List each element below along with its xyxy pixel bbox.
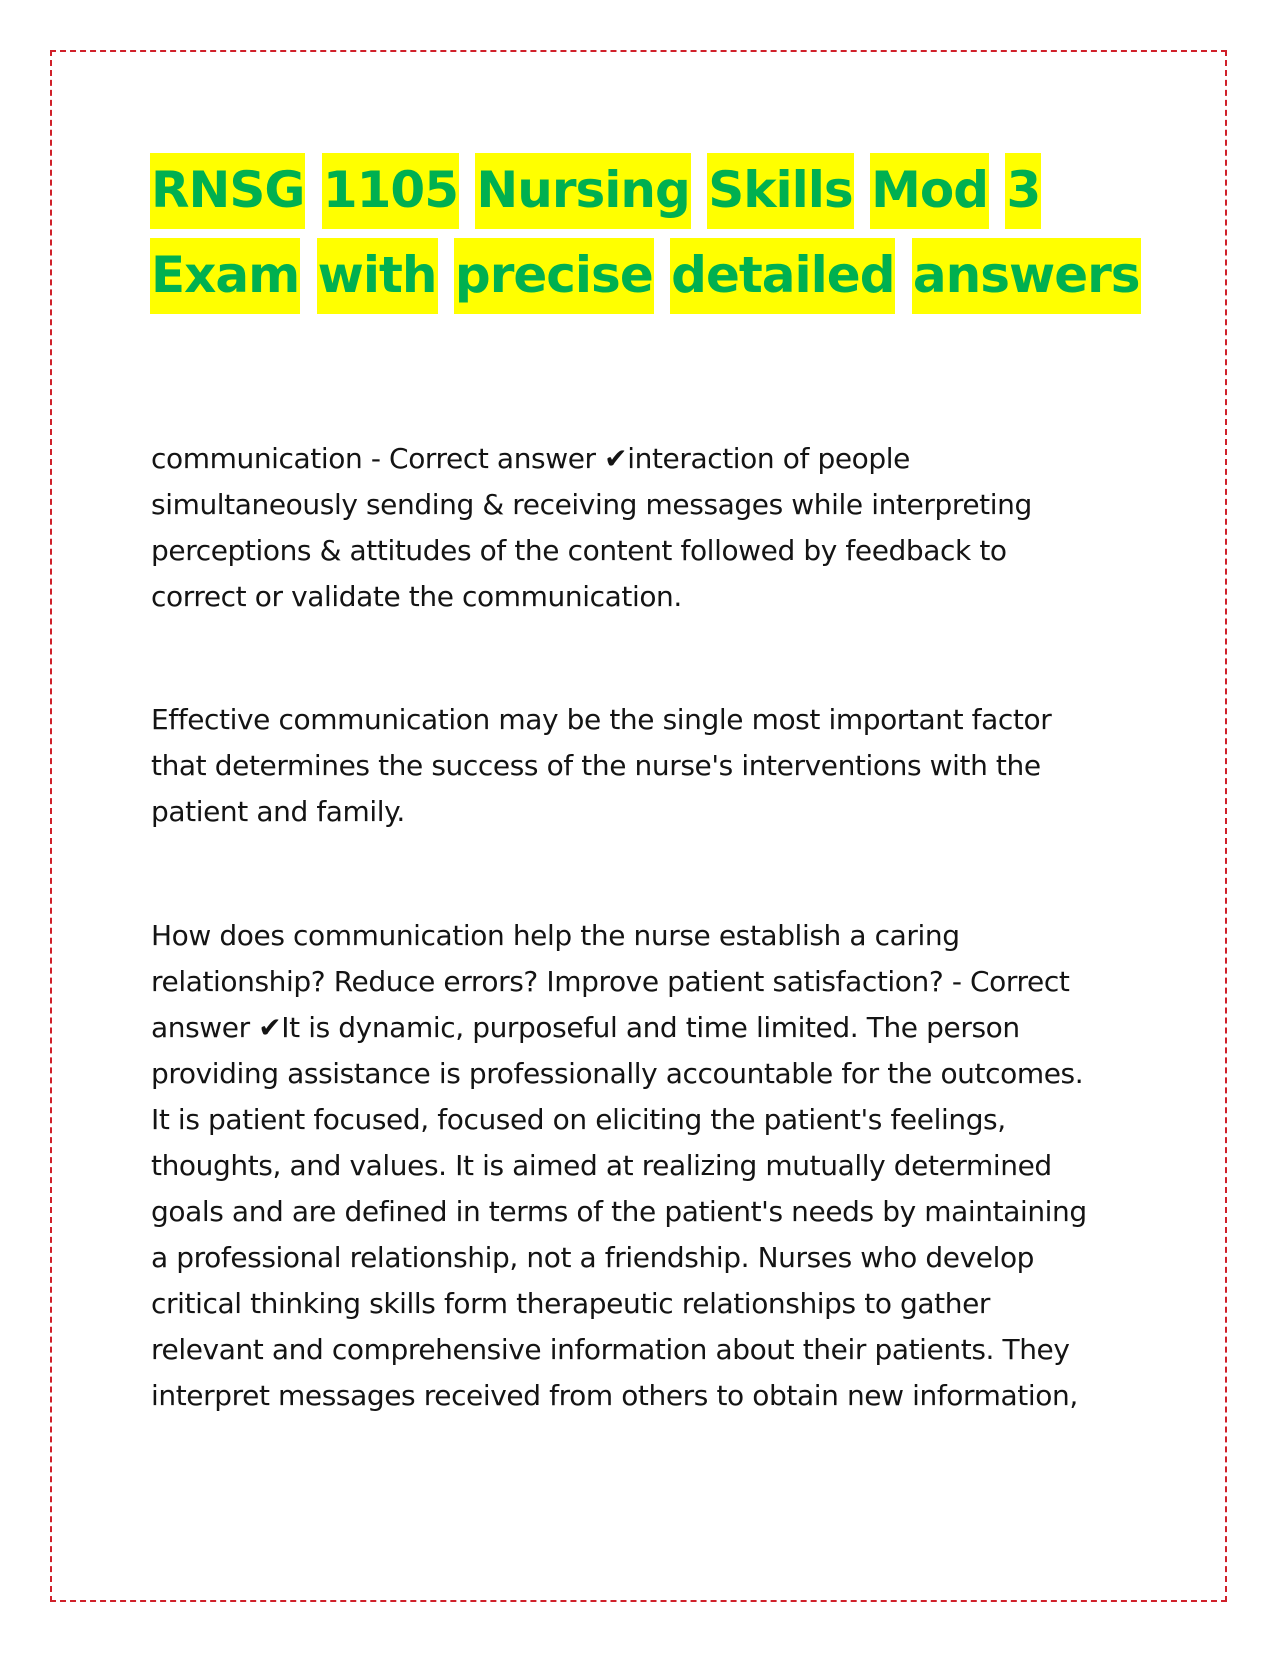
title-word: Mod <box>870 153 989 229</box>
paragraph-line: communication - Correct answer ✔interaction of people <box>151 442 910 475</box>
title-word: Skills <box>707 153 853 229</box>
title-line-1 <box>150 153 1041 229</box>
title-word: Nursing <box>475 153 690 229</box>
paragraph-effective-communication <box>151 697 1151 835</box>
title-word: RNSG <box>150 153 305 229</box>
paragraph-line: interpret messages received from others to obtain new information, <box>151 1379 1078 1412</box>
paragraph-line: thoughts, and values. It is aimed at realizing mutually determined <box>151 1149 1052 1182</box>
paragraph-line: How does communication help the nurse establish a caring <box>151 919 960 952</box>
title-line-2 <box>150 238 1141 314</box>
paragraph-communication-definition <box>151 436 1151 620</box>
paragraph-line: goals and are defined in terms of the patient's needs by maintaining <box>151 1195 1087 1228</box>
title-word: with <box>317 238 438 314</box>
title-word: precise <box>454 238 654 314</box>
paragraph-line: answer ✔It is dynamic, purposeful and time limited. The person <box>151 1011 1020 1044</box>
paragraph-line: that determines the success of the nurse's interventions with the <box>151 749 1041 782</box>
paragraph-line: Effective communication may be the single most important factor <box>151 703 1052 736</box>
title-word: answers <box>912 238 1141 314</box>
paragraph-line: correct or validate the communication. <box>151 580 682 613</box>
paragraph-line: relevant and comprehensive information about their patients. They <box>151 1333 1070 1366</box>
document-title <box>150 148 1150 318</box>
paragraph-line: providing assistance is professionally accountable for the outcomes. <box>151 1057 1084 1090</box>
paragraph-line: a professional relationship, not a friendship. Nurses who develop <box>151 1241 1035 1274</box>
title-word: 3 <box>1005 153 1041 229</box>
title-word: detailed <box>670 238 895 314</box>
title-word: 1105 <box>322 153 459 229</box>
paragraph-line: simultaneously sending & receiving messages while interpreting <box>151 488 1032 521</box>
paragraph-line: perceptions & attitudes of the content followed by feedback to <box>151 534 1007 567</box>
paragraph-line: patient and family. <box>151 795 405 828</box>
paragraph-line: critical thinking skills form therapeutic relationships to gather <box>151 1287 991 1320</box>
paragraph-line: relationship? Reduce errors? Improve patient satisfaction? - Correct <box>151 965 1070 998</box>
paragraph-line: It is patient focused, focused on eliciting the patient's feelings, <box>151 1103 1006 1136</box>
paragraph-caring-relationship-question <box>151 913 1151 1419</box>
title-word: Exam <box>150 238 300 314</box>
